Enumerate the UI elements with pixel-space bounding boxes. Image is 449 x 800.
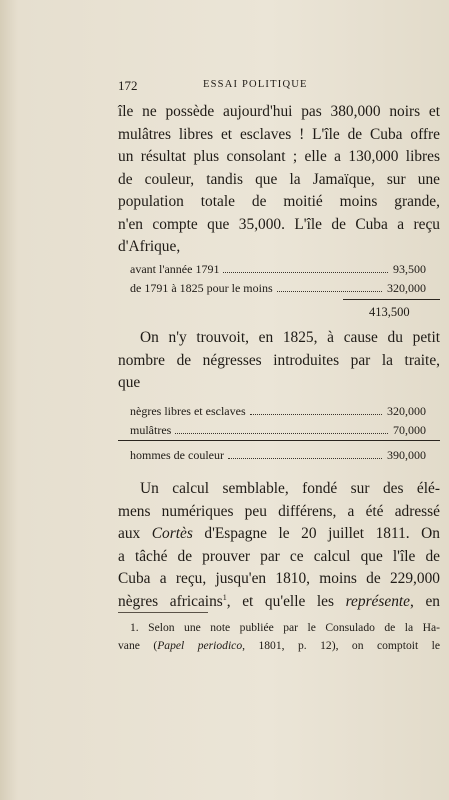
footnote-line: 1. Selon une note publiée par le Consulado de la Ha-	[130, 621, 440, 634]
footnote-rule	[118, 612, 208, 613]
footnote-marker: 1	[222, 592, 227, 602]
italic-represente: représente	[345, 592, 411, 610]
table1-row	[130, 281, 426, 297]
text-line: population totale de moitié moins grande,	[118, 193, 440, 210]
row-label: avant l'année 1791	[130, 262, 220, 276]
italic-source: Papel periodico	[157, 638, 243, 652]
text-line: aux Cortès d'Espagne le 20 juillet 1811. On	[118, 525, 440, 542]
row-value: 320,000	[387, 281, 426, 295]
text-line: nègres africains$^1$, et qu'elle les représente, en	[118, 592, 440, 610]
table2-row	[130, 423, 426, 439]
row-label: hommes de couleur	[130, 448, 224, 462]
text-line: mens numériques peu différens, a été adressé	[118, 502, 440, 520]
text-line: mulâtres libres et esclaves ! L'île de Cuba offre	[118, 125, 440, 143]
footnote	[118, 619, 440, 654]
sum-rule	[118, 440, 440, 441]
page-number: 172	[118, 78, 138, 93]
row-value: 93,500	[393, 262, 426, 276]
footnote-line: vane (Papel periodico, 1801, p. 12), on comptoit le	[118, 638, 440, 652]
leader-dots	[250, 414, 382, 415]
row-value: 390,000	[387, 448, 426, 462]
italic-cortes: Cortès	[151, 525, 193, 542]
row-label: de 1791 à 1825 pour le moins	[130, 281, 273, 295]
leader-dots	[223, 272, 388, 273]
text-line: île ne possède aujourd'hui pas 380,000 noirs et	[118, 103, 440, 120]
table2-total-row	[130, 448, 426, 464]
paragraph-1	[118, 101, 440, 259]
paragraph-2	[118, 327, 440, 395]
text-line: On n'y trouvoit, en 1825, à cause du petit	[140, 329, 440, 346]
row-label: mulâtres	[130, 423, 172, 437]
row-value: 70,000	[393, 423, 426, 437]
text-line: que	[118, 374, 141, 391]
running-title: ESSAI POLITIQUE	[203, 79, 308, 90]
row-value: 320,000	[387, 404, 426, 418]
text-line: a tâché de prouver par ce calcul que l'île de	[118, 547, 440, 565]
sum-rule	[343, 299, 440, 300]
leader-dots	[175, 433, 388, 434]
text-line: n'en compte que 35,000. L'île de Cuba a reçu	[118, 215, 440, 233]
text-line: Un calcul semblable, fondé sur des élé-	[140, 480, 440, 497]
leader-dots	[228, 458, 382, 459]
paragraph-3	[118, 478, 440, 613]
text-line: nombre de négresses introduites par la traite,	[118, 351, 440, 369]
row-label: nègres libres et esclaves	[130, 404, 246, 418]
text-line: Cuba a reçu, jusqu'en 1810, moins de 229,000	[118, 570, 440, 587]
leader-dots	[277, 291, 382, 292]
text-line: d'Afrique,	[118, 238, 181, 255]
table2-row	[130, 404, 426, 420]
table1-row	[130, 262, 426, 278]
page-header	[118, 78, 440, 92]
table1-total: 413,500	[369, 305, 410, 319]
text-line: un résultat plus consolant ; elle a 130,000 libres	[118, 148, 440, 165]
text-line: de couleur, tandis que la Jamaïque, sur une	[118, 170, 440, 188]
